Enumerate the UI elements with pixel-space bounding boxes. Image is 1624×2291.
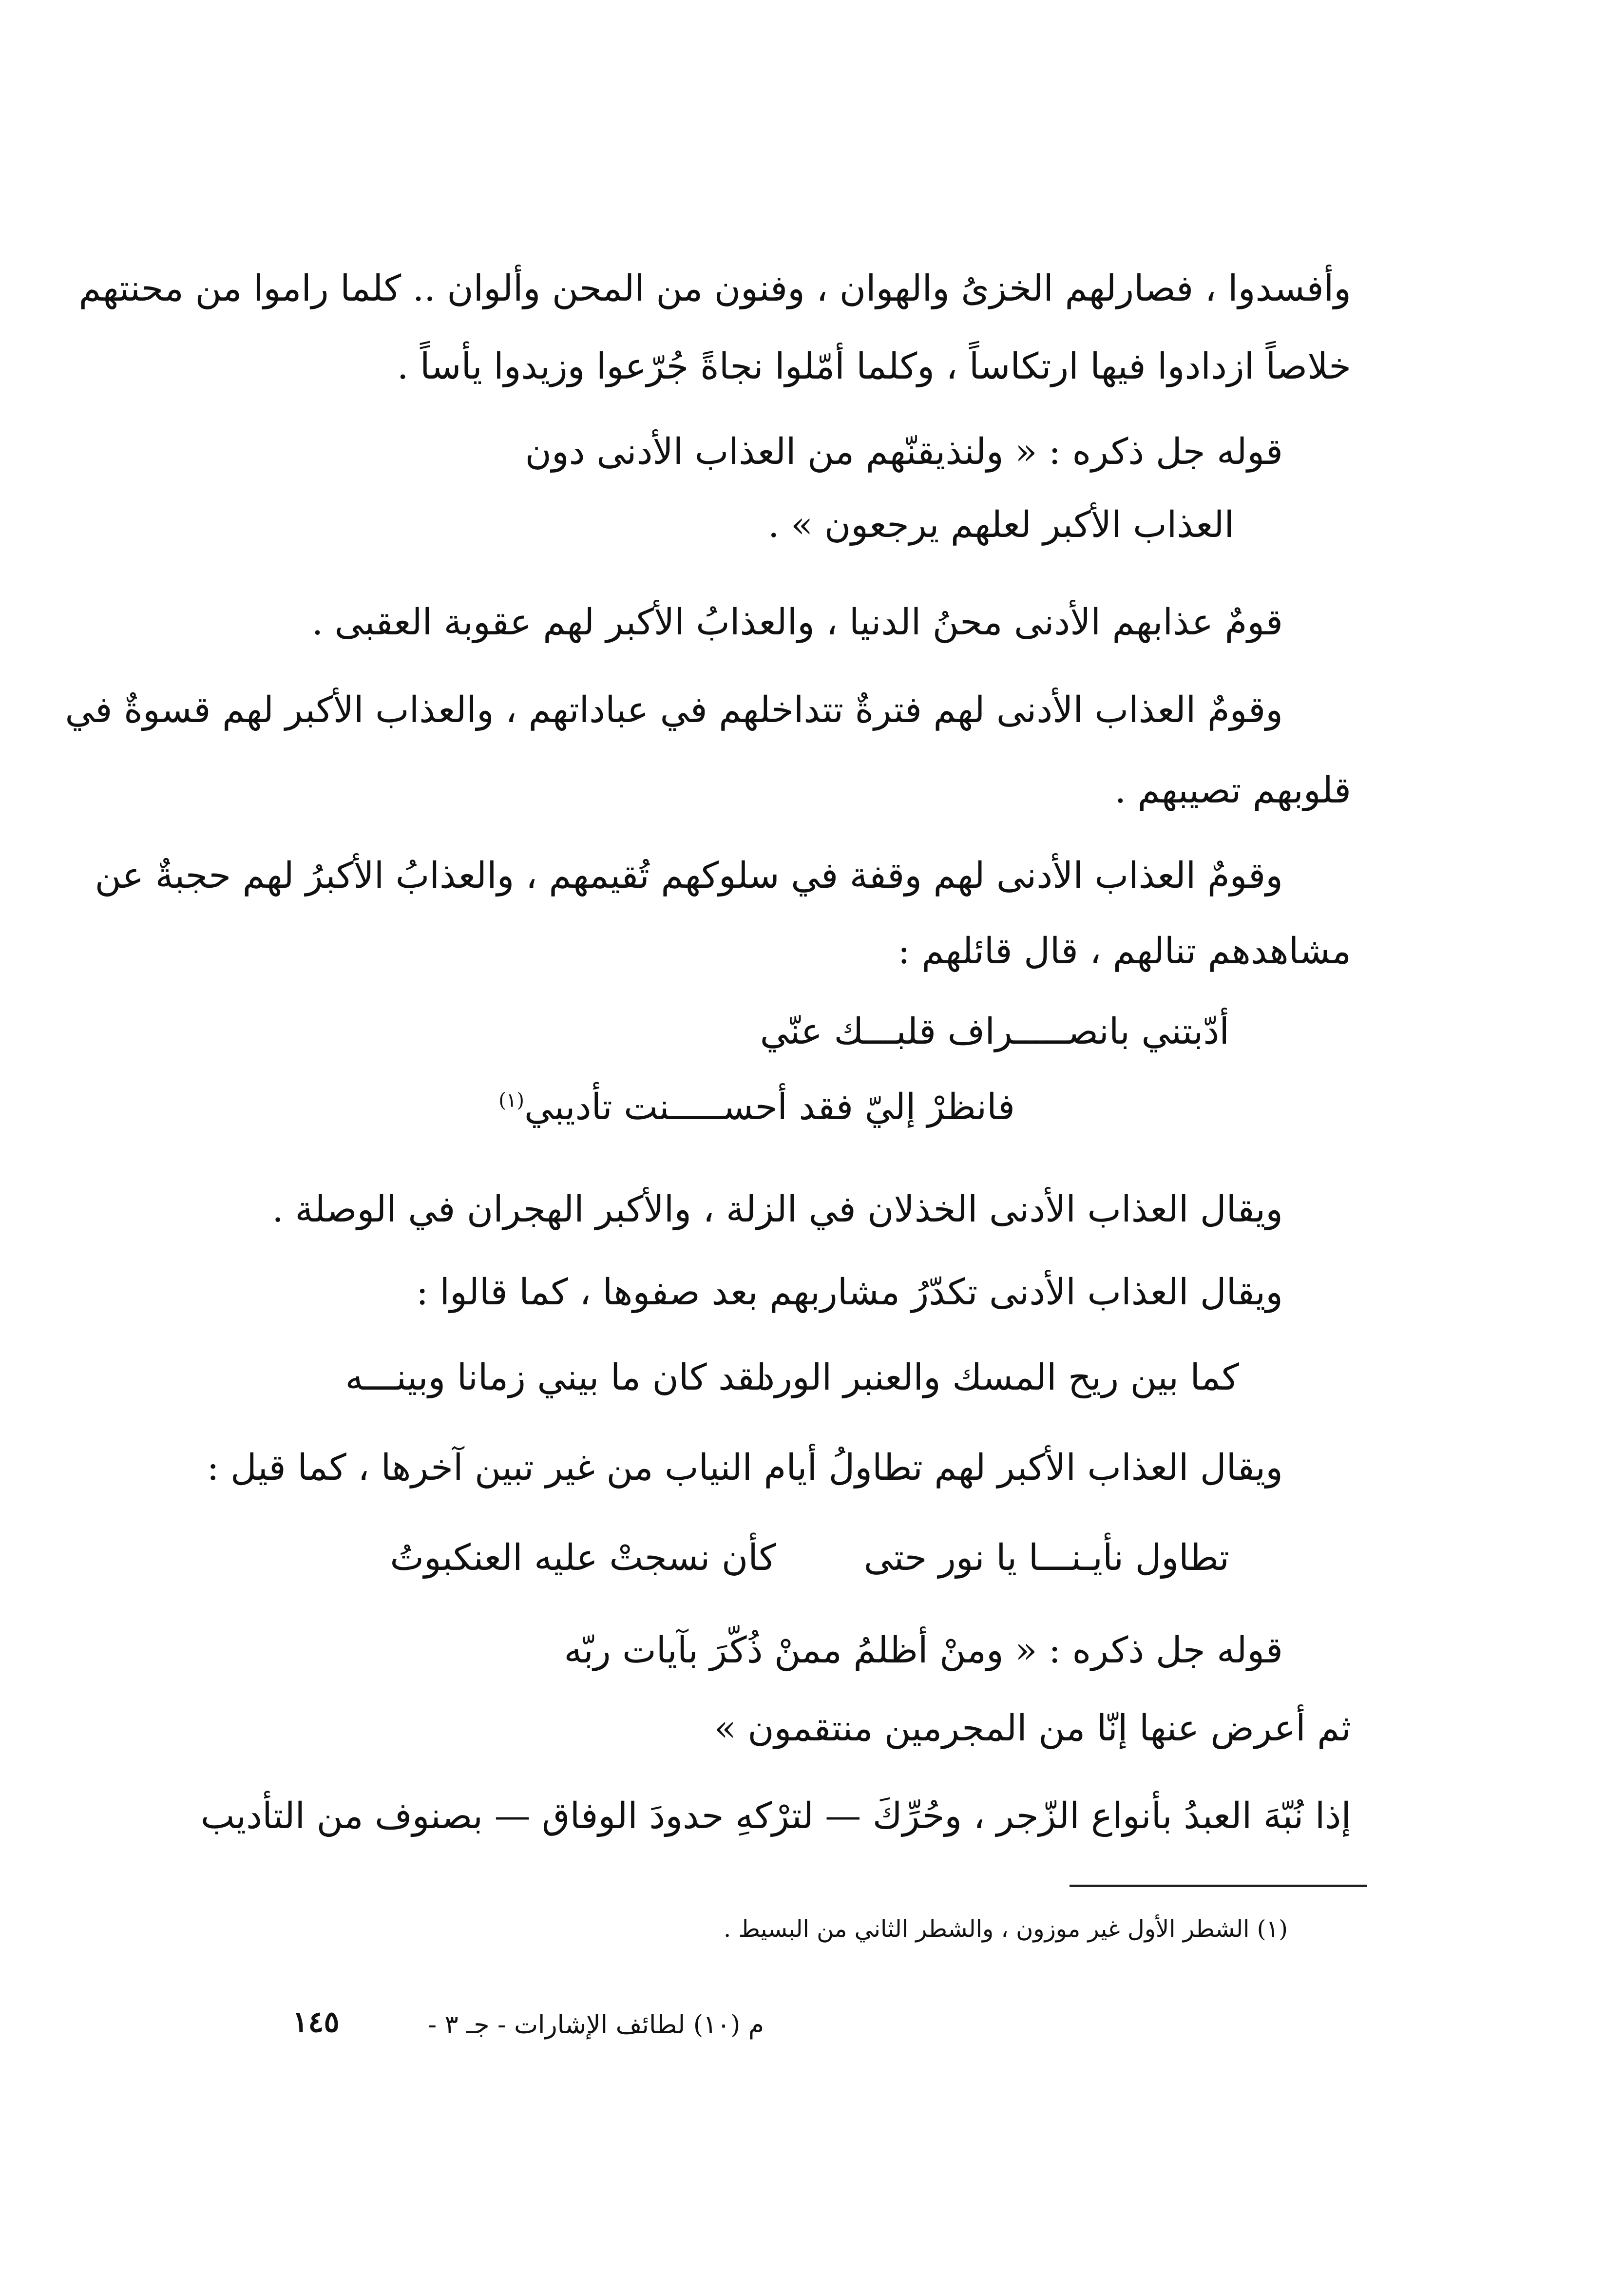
verse-hemistich: لقد كان ما بيني زمانا وبينـــه (345, 1356, 766, 1398)
verse-reference: ثم أعرض عنها إنّا من المجرمين منتقمون » (714, 1707, 1351, 1749)
verse-reference: العذاب الأكبر لعلهم يرجعون » . (768, 504, 1234, 546)
verse-hemistich: تطاول نأيـنـــا يا نور حتى (863, 1537, 1229, 1579)
body-line: وقومٌ العذاب الأدنى لهم وقفة في سلوكهم تُقيمهم ، والعذابُ الأكبرُ لهم حجبةٌ عن (95, 855, 1283, 897)
body-line: ويقال العذاب الأدنى الخذلان في الزلة ، والأكبر الهجران في الوصلة . (272, 1188, 1283, 1230)
verse-hemistich: كما بين ريح المسك والعنبر الورد (759, 1356, 1239, 1398)
page-signature: م (١٠) لطائف الإشارات - جـ ٣ - (428, 2010, 764, 2040)
body-line: وقومٌ العذاب الأدنى لهم فترةٌ تتداخلهم في عباداتهم ، والعذاب الأكبر لهم قسوةٌ في (65, 689, 1283, 731)
page-number: ١٤٥ (292, 2005, 340, 2039)
poem-verse (390, 1537, 776, 1579)
poem-verse (760, 1013, 1229, 1050)
poem-verse (863, 1537, 1229, 1579)
body-line: مشاهدهم تنالهم ، قال قائلهم : (898, 930, 1351, 972)
body-line: إذا نُبّهَ العبدُ بأنواع الزّجر ، وحُرِّكَ — لترْكهِ حدودَ الوفاق — بصنوف من التأديب (200, 1795, 1351, 1837)
verse-hemistich: فانظرْ إليّ فقد أحســـــنت تأديبي (524, 1086, 1015, 1128)
footnote: (١) الشطر الأول غير موزون ، والشطر الثاني من البسيط . (724, 1915, 1288, 1943)
verse-hemistich: أدّبتني بانصـــــراف قلبـــك عنّي (760, 1011, 1229, 1052)
body-line: خلاصاً ازدادوا فيها ارتكاساً ، وكلما أمّلوا نجاةً جُرّعوا وزيدوا يأساً . (397, 345, 1351, 387)
poem-verse (498, 1086, 1015, 1128)
body-line: وأفسدوا ، فصارلهم الخزىُ والهوان ، وفنون من المحن وألوان .. كلما راموا من محنتهم (78, 267, 1351, 309)
footnote-mark: (١) (498, 1089, 524, 1112)
body-line: قومٌ عذابهم الأدنى محنُ الدنيا ، والعذابُ الأكبر لهم عقوبة العقبى . (311, 601, 1283, 643)
verse-hemistich: كأن نسجتْ عليه العنكبوتُ (390, 1537, 776, 1579)
body-line: ويقال العذاب الأدنى تكدّرُ مشاربهم بعد صفوها ، كما قالوا : (416, 1271, 1283, 1313)
body-line: قلوبهم تصيبهم . (1114, 769, 1351, 811)
footnote-divider (1070, 1885, 1367, 1887)
poem-verse (759, 1356, 1239, 1398)
verse-reference: قوله جل ذكره : « ومنْ أظلمُ ممنْ ذُكّرَ بآيات ربّه (564, 1629, 1283, 1671)
poem-verse (345, 1356, 766, 1398)
body-line: ويقال العذاب الأكبر لهم تطاولُ أيام النياب من غير تبين آخرها ، كما قيل : (207, 1447, 1283, 1489)
verse-reference: قوله جل ذكره : « ولنذيقنّهم من العذاب الأدنى دون (525, 431, 1283, 473)
